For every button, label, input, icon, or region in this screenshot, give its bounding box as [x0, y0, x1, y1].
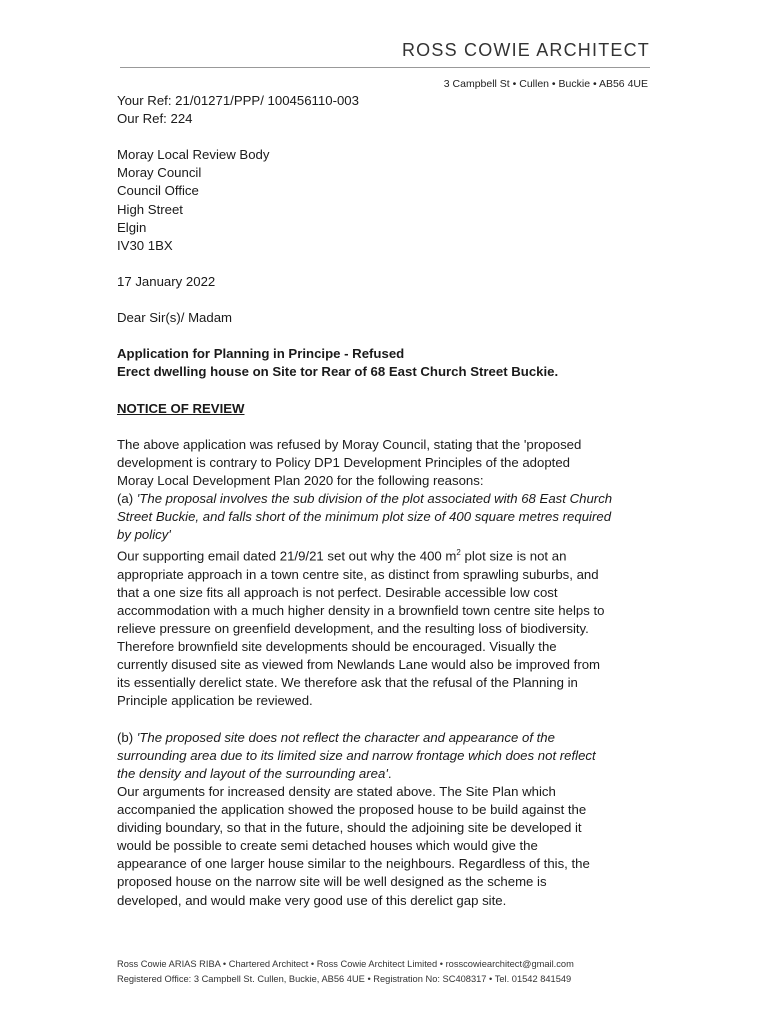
text-line: dividing boundary, so that in the future, should the adjoining site be developed it: [117, 820, 582, 836]
footer: [117, 957, 657, 987]
firm-name: ROSS COWIE ARCHITECT: [401, 40, 650, 60]
text-line: that a one size fits all approach is not perfect. Desirable accessible low cost: [117, 584, 558, 600]
subject-line-2: Erect dwelling house on Site tor Rear of 68 East Church Street Buckie.: [117, 364, 559, 380]
text-line: currently disused site as viewed from Newlands Lane would also be improved from: [117, 657, 601, 673]
recipient-line: IV30 1BX: [117, 237, 173, 253]
text-line: proposed house on the narrow site will be well designed as the scheme is: [117, 874, 547, 890]
text-line: appropriate approach in a town centre site, as distinct from sprawling suburbs, and: [117, 566, 599, 582]
reason-a: [117, 490, 657, 711]
header-rule: [120, 67, 650, 68]
text-line: appearance of one larger house similar to the neighbours. Regardless of this, the: [117, 856, 590, 872]
notice-heading: NOTICE OF REVIEW: [117, 400, 245, 416]
letterhead-address: 3 Campbell St • Cullen • Buckie • AB56 4UE: [443, 78, 648, 90]
reason-b: [117, 729, 657, 910]
intro-paragraph: [117, 436, 657, 490]
recipient-line: Moray Local Review Body: [117, 147, 270, 163]
text-line: its essentially derelict state. We therefore ask that the refusal of the Planning in: [117, 675, 578, 691]
footer-line-1: Ross Cowie ARIAS RIBA • Chartered Architect • Ross Cowie Architect Limited • rosscowiearchitect@gmail.com: [117, 959, 574, 969]
recipient-address: [117, 146, 657, 255]
text-line: Our arguments for increased density are stated above. The Site Plan which: [117, 783, 556, 799]
your-ref: Your Ref: 21/01271/PPP/ 100456110-003: [117, 93, 359, 108]
letter-date: 17 January 2022: [117, 273, 216, 289]
text-line: accommodation with a much higher density in a brownfield town centre site helps to: [117, 603, 605, 619]
reason-b-quote: 'The proposed site does not reflect the character and appearance of the: [136, 729, 555, 745]
reason-a-prefix: (a): [117, 491, 137, 507]
text-line: Moray Local Development Plan 2020 for the following reasons:: [117, 472, 484, 488]
reason-b-quote-end: .: [387, 765, 392, 781]
footer-line-2: Registered Office: 3 Campbell St. Cullen, Buckie, AB56 4UE • Registration No: SC408317 • Tel. 01542 841549: [117, 974, 572, 984]
text-line: Therefore brownfield site developments should be encouraged. Visually the: [117, 639, 557, 655]
recipient-line: Elgin: [117, 219, 147, 235]
reason-b-quote: the density and layout of the surrounding area': [117, 765, 388, 781]
recipient-line: High Street: [117, 201, 183, 217]
salutation: Dear Sir(s)/ Madam: [117, 310, 233, 326]
letter-body: [117, 92, 657, 910]
recipient-line: Moray Council: [117, 165, 202, 181]
recipient-line: Council Office: [117, 183, 199, 199]
reason-a-quote: Street Buckie, and falls short of the minimum plot size of 400 square metres required: [117, 509, 612, 525]
reason-a-quote: 'The proposal involves the sub division of the plot associated with 68 East Church: [136, 491, 613, 507]
text-line: Principle application be reviewed.: [117, 693, 313, 709]
reason-b-prefix: (b): [117, 729, 137, 745]
text-line: plot size is not an: [460, 548, 567, 564]
reason-b-quote: surrounding area due to its limited size and narrow frontage which does not reflect: [117, 747, 596, 763]
subject-line-1: Application for Planning in Principe - Refused: [117, 346, 405, 362]
text-line: relieve pressure on greenfield development, and the resulting loss of biodiversity.: [117, 621, 589, 637]
text-line: development is contrary to Policy DP1 Development Principles of the adopted: [117, 454, 571, 470]
text-line: developed, and would make very good use of this derelict gap site.: [117, 892, 507, 908]
our-ref: Our Ref: 224: [117, 111, 193, 127]
text-line: The above application was refused by Moray Council, stating that the 'proposed: [117, 436, 582, 452]
reason-a-quote: by policy': [117, 527, 171, 543]
superscript: 2: [456, 548, 461, 558]
text-line: accompanied the application showed the proposed house to be build against the: [117, 802, 587, 818]
text-line: would be possible to create semi detached houses which would give the: [117, 838, 538, 854]
text-line: Our supporting email dated 21/9/21 set out why the 400 m: [117, 548, 457, 564]
